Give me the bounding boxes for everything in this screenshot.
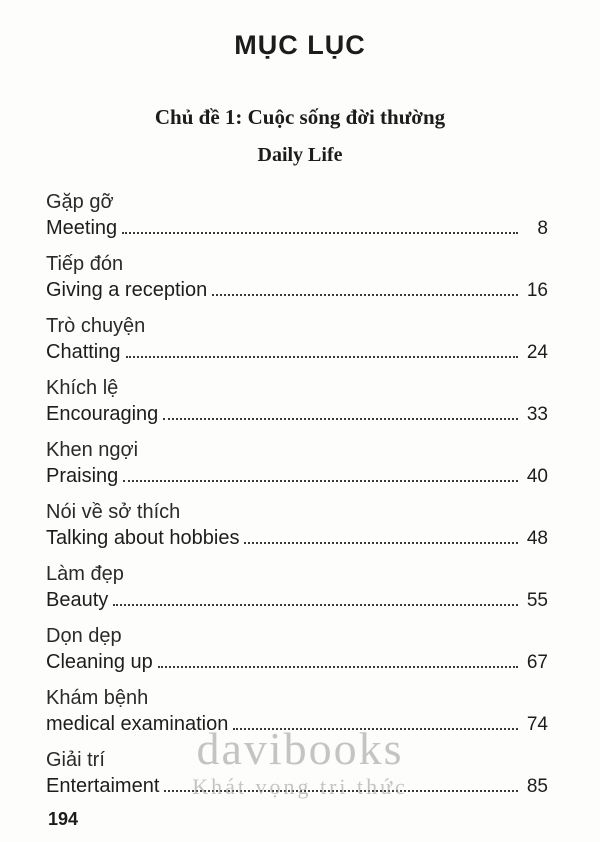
toc-entry-title-en: medical examination — [46, 713, 229, 735]
chapter-title-vietnamese: Chủ đề 1: Cuộc sống đời thường — [154, 105, 446, 129]
watermark-slogan: Khát vọng tri thức — [192, 774, 408, 799]
toc-entry-page: 40 — [526, 466, 548, 487]
toc-entry-title-en: Beauty — [46, 589, 109, 611]
toc-entry-page: 85 — [526, 776, 548, 797]
toc-entry — [46, 561, 548, 614]
toc-entry-page: 74 — [526, 714, 548, 735]
toc-entry — [46, 437, 548, 490]
toc-entry — [46, 499, 548, 552]
toc-entry-title-vi: Gặp gỡ — [46, 191, 114, 213]
dotted-leader — [244, 542, 518, 544]
toc-entry-title-en: Praising — [46, 465, 119, 487]
toc-entry-title-en: Chatting — [46, 341, 121, 363]
toc-entry-title-en: Talking about hobbies — [46, 527, 240, 549]
toc-entry — [46, 747, 548, 800]
toc-entry-title-vi: Khích lệ — [46, 377, 119, 399]
toc-entry-title-vi: Khen ngợi — [46, 439, 139, 461]
toc-entry-page: 8 — [537, 218, 548, 239]
dotted-leader — [233, 728, 518, 730]
toc-entry-title-vi: Khám bệnh — [46, 687, 149, 709]
toc-entry-title-vi: Dọn dẹp — [46, 625, 122, 647]
page-number: 194 — [48, 809, 79, 829]
toc-entry-page: 55 — [526, 590, 548, 611]
table-of-contents — [0, 189, 600, 800]
toc-entry-title-en: Encouraging — [46, 403, 159, 425]
toc-entry — [46, 685, 548, 738]
toc-entry-title-en: Giving a reception — [46, 279, 208, 301]
toc-entry — [46, 375, 548, 428]
toc-entry-title-vi: Giải trí — [46, 749, 105, 771]
toc-entry-page: 48 — [526, 528, 548, 549]
dotted-leader — [212, 294, 518, 296]
dotted-leader — [113, 604, 518, 606]
toc-entry — [46, 189, 548, 242]
dotted-leader — [122, 232, 518, 234]
toc-entry-title-vi: Nói về sở thích — [46, 501, 181, 523]
toc-entry — [46, 313, 548, 366]
dotted-leader — [126, 356, 519, 358]
toc-entry — [46, 251, 548, 304]
toc-entry-title-vi: Tiếp đón — [46, 253, 124, 275]
dotted-leader — [158, 666, 518, 668]
toc-entry-title-en: Meeting — [46, 217, 118, 239]
toc-entry-page: 24 — [526, 342, 548, 363]
chapter-title-english: Daily Life — [257, 144, 343, 166]
dotted-leader — [123, 480, 518, 482]
dotted-leader — [163, 418, 518, 420]
toc-entry-title-en: Entertaiment — [46, 775, 160, 797]
toc-entry-page: 16 — [526, 280, 548, 301]
watermark-brand: davibooks — [196, 723, 404, 774]
toc-entry-page: 33 — [526, 404, 548, 425]
toc-entry-title-vi: Làm đẹp — [46, 563, 124, 585]
page-title: MỤC LỤC — [234, 30, 366, 60]
toc-entry-page: 67 — [526, 652, 548, 673]
dotted-leader — [164, 790, 518, 792]
toc-entry-title-vi: Trò chuyện — [46, 315, 146, 337]
toc-entry — [46, 623, 548, 676]
toc-entry-title-en: Cleaning up — [46, 651, 153, 673]
